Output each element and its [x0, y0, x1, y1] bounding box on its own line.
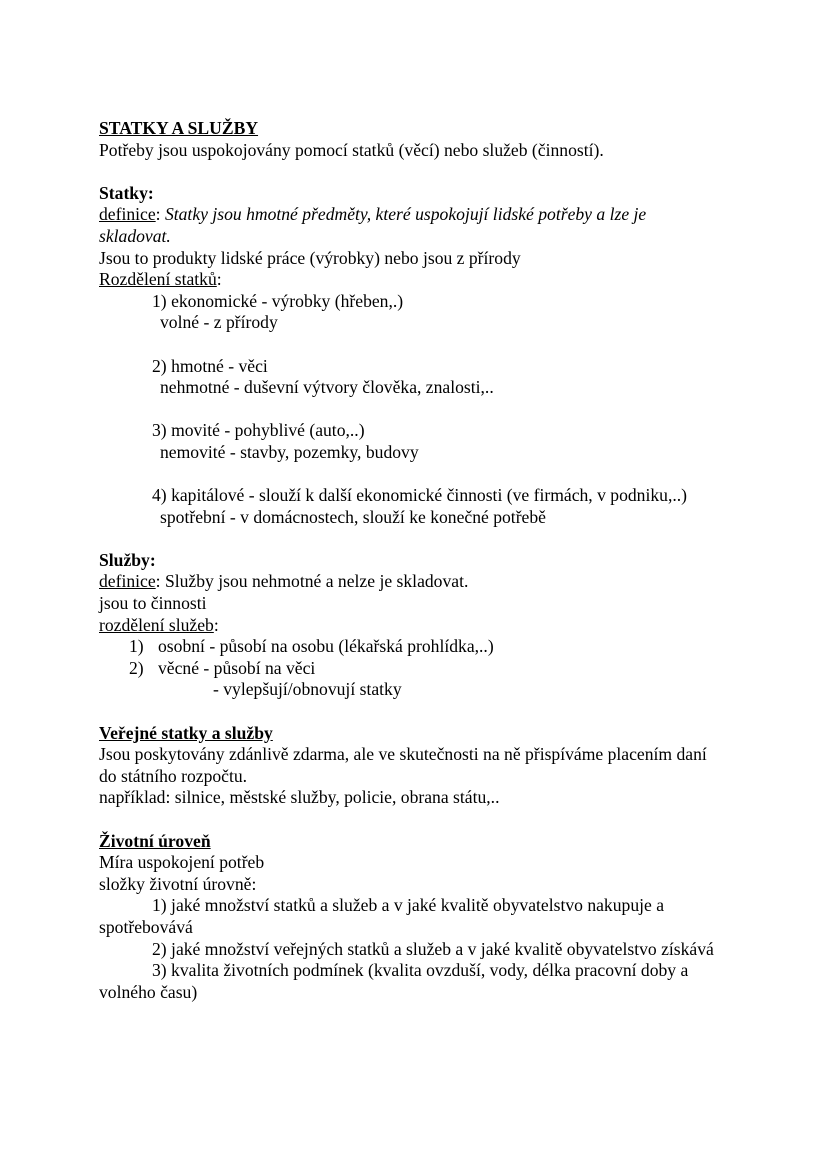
verejne-heading-text: Veřejné statky a služby	[99, 722, 273, 743]
sluzby-division-label: rozdělení služeb	[99, 614, 214, 635]
sluzby-heading-text: Služby	[99, 549, 150, 570]
uroven-item-2: 2) jaké množství veřejných statků a služeb a v jaké kvalitě obyvatelstvo získává	[152, 938, 714, 959]
list-item	[99, 356, 716, 399]
statky-item-3-second: nemovité - stavby, pozemky, budovy	[160, 441, 419, 462]
sluzby-division-colon: :	[213, 614, 219, 635]
sluzby-definition-separator: :	[155, 571, 165, 592]
statky-definition-label: definice	[99, 204, 156, 225]
statky-item-4-first-text: kapitálové - slouží k další ekonomické činnosti (ve firmách, v podniku,..)	[171, 485, 688, 506]
sluzby-definition-label: definice	[99, 571, 156, 592]
uroven-heading-text: Životní úroveň	[99, 830, 211, 851]
statky-item-2-first	[99, 356, 716, 378]
statky-item-1-second: volné - z přírody	[160, 312, 278, 333]
statky-division-list	[99, 291, 716, 529]
sluzby-item-2-number: 2)	[129, 657, 144, 678]
statky-item-3-number: 3)	[152, 420, 167, 441]
statky-item-1-first	[99, 291, 716, 313]
sluzby-definition-text: Služby jsou nehmotné a nelze je skladovat.	[164, 571, 469, 592]
sluzby-item-2-text: věcné - působí na věci	[158, 657, 316, 678]
statky-division-label: Rozdělení statků	[99, 269, 217, 290]
statky-item-2-first-text: hmotné - věci	[171, 355, 268, 376]
list-item	[99, 485, 716, 528]
intro-paragraph: Potřeby jsou uspokojovány pomocí statků (věcí) nebo služeb (činností).	[99, 139, 604, 160]
statky-item-1-first-text: ekonomické - výrobky (hřeben,.)	[171, 290, 404, 311]
uroven-components-line: složky životní úrovně:	[99, 873, 257, 894]
uroven-measure-line: Míra uspokojení potřeb	[99, 852, 265, 873]
list-item	[129, 636, 716, 658]
statky-origin-line: Jsou to produkty lidské práce (výrobky) nebo jsou z přírody	[99, 247, 521, 268]
statky-item-4-second: spotřební - v domácnostech, slouží ke konečné potřebě	[160, 506, 546, 527]
statky-heading	[99, 183, 716, 205]
sluzby-division-list	[99, 636, 716, 701]
document-body	[99, 118, 716, 1003]
statky-item-3-first-text: movité - pohyblivé (auto,..)	[171, 420, 365, 441]
statky-definition-separator: :	[155, 204, 165, 225]
statky-division-colon: :	[216, 269, 222, 290]
spacer	[99, 528, 716, 550]
statky-definition-text: Statky jsou hmotné předměty, které uspokojují lidské potřeby a lze je skladovat.	[99, 204, 647, 246]
statky-heading-text: Statky	[99, 182, 148, 203]
list-item	[99, 291, 716, 334]
statky-definition	[99, 204, 716, 247]
statky-item-4-number: 4)	[152, 485, 167, 506]
spacer	[99, 334, 716, 356]
verejne-heading	[99, 723, 716, 745]
spacer	[99, 399, 716, 421]
statky-heading-colon: :	[147, 182, 154, 203]
statky-item-1-number: 1)	[152, 290, 167, 311]
sluzby-item-1-number: 1)	[129, 636, 144, 657]
statky-item-2-number: 2)	[152, 355, 167, 376]
sluzby-activity-line: jsou to činnosti	[99, 593, 207, 614]
spacer	[99, 464, 716, 486]
verejne-body: Jsou poskytovány zdánlivě zdarma, ale ve skutečnosti na ně přispíváme placením daní do státního rozpočtu.	[99, 744, 707, 786]
sluzby-definition	[99, 571, 716, 593]
statky-item-2-second: nehmotné - duševní výtvory člověka, znalosti,..	[160, 377, 494, 398]
spacer	[99, 701, 716, 723]
statky-item-3-first	[99, 420, 716, 442]
document-title-text: STATKY A SLUŽBY	[99, 118, 259, 138]
sluzby-item-2-subline: - vylepšují/obnovují statky	[213, 679, 402, 700]
uroven-item-1: 1) jaké množství statků a služeb a v jaké kvalitě obyvatelstvo nakupuje a spotřebovává	[99, 895, 665, 937]
uroven-heading	[99, 831, 716, 853]
verejne-example-line: například: silnice, městské služby, policie, obrana státu,..	[99, 787, 500, 808]
sluzby-division-label-line	[99, 615, 716, 637]
uroven-item-3: 3) kvalita životních podmínek (kvalita ovzduší, vody, délka pracovní doby a volného času)	[99, 960, 689, 1002]
sluzby-item-1-text: osobní - působí na osobu (lékařská prohlídka,..)	[158, 636, 494, 657]
statky-item-4-first	[99, 485, 716, 507]
spacer	[99, 809, 716, 831]
statky-division-label-line	[99, 269, 716, 291]
list-item	[129, 658, 716, 680]
document-title	[99, 118, 716, 140]
spacer	[99, 161, 716, 183]
sluzby-heading	[99, 550, 716, 572]
list-item	[99, 420, 716, 463]
sluzby-heading-colon: :	[149, 549, 156, 570]
